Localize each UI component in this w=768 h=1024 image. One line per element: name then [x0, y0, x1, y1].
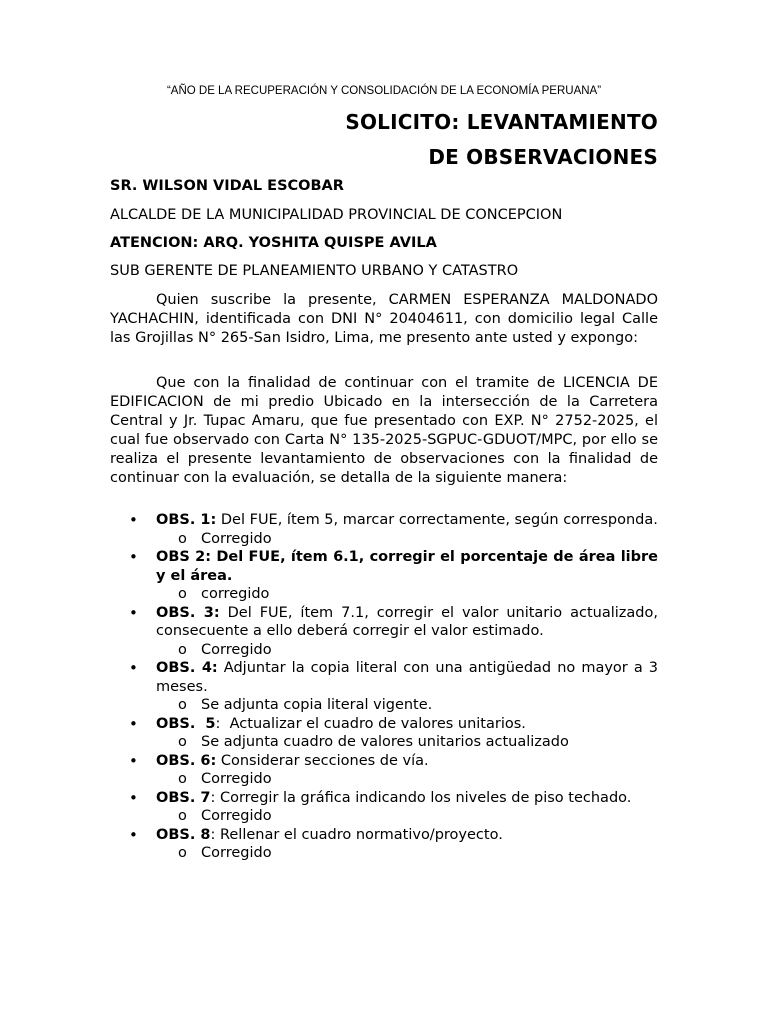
bullet-icon: •: [129, 751, 138, 770]
observation-label: OBS. 4:: [156, 660, 218, 676]
observation-text: Del FUE, ítem 7.1, corregir el valor unitario actualizado, consecuente a ello deberá corregir el valor estimado.: [156, 604, 658, 639]
observation-item: [110, 826, 658, 845]
observation-label: OBS. 8: [156, 826, 211, 843]
observation-response: [110, 807, 658, 826]
observation-item: [110, 789, 658, 808]
bullet-icon: •: [129, 659, 138, 677]
circle-bullet-icon: o: [178, 586, 187, 602]
bullet-icon: •: [129, 714, 138, 733]
year-motto: “AÑO DE LA RECUPERACIÓN Y CONSOLIDACIÓN DE LA ECONOMÍA PERUANA”: [166, 85, 602, 97]
observation-response: [110, 733, 658, 752]
observation-label: OBS. 6:: [156, 752, 217, 769]
circle-bullet-icon: o: [178, 697, 187, 713]
bullet-icon: •: [129, 548, 138, 566]
circle-bullet-icon: o: [178, 734, 187, 750]
observation-response: [110, 641, 658, 660]
request-paragraph: Que con la finalidad de continuar con el tramite de LICENCIA DE EDIFICACION de mi predio Ubicado en la intersección de la Carretera Central y Jr. Tupac Amaru, que fue presentado con EXP. N° 2752-2025, el cual fue observado con Carta N° 135-2025-SGPUC-GDUOT/MPC, por ello se realiza el presente levantamiento de observaciones con la finalidad de continuar con la evaluación, se detalla de la siguiente manera:: [110, 375, 658, 486]
observation-label: OBS. 7: [156, 789, 211, 806]
response-text: Corregido: [201, 808, 272, 824]
subject-line-2: DE OBSERVACIONES: [428, 145, 658, 169]
response-text: Corregido: [201, 845, 272, 861]
observation-item: [110, 511, 658, 530]
observation-item: [110, 604, 658, 641]
observation-item: [110, 752, 658, 771]
circle-bullet-icon: o: [178, 808, 187, 824]
observation-label: OBS. 5: [156, 715, 216, 732]
bullet-icon: •: [129, 603, 138, 622]
addressee-name: SR. WILSON VIDAL ESCOBAR: [110, 178, 344, 194]
subject-line-1: SOLICITO: LEVANTAMIENTO: [345, 110, 658, 134]
observation-text: Considerar secciones de vía.: [216, 752, 429, 769]
observation-text: : Corregir la gráfica indicando los niveles de piso techado.: [210, 789, 632, 806]
observation-response: [110, 530, 658, 549]
observations-list: [110, 511, 658, 863]
observation-text: : Actualizar el cuadro de valores unitarios.: [215, 715, 526, 732]
response-text: corregido: [201, 586, 270, 602]
observation-label: OBS 2: Del FUE, ítem 6.1, corregir el porcentaje de área libre y el área.: [156, 549, 658, 584]
attention-position: SUB GERENTE DE PLANEAMIENTO URBANO Y CATASTRO: [110, 263, 519, 279]
response-text: Se adjunta cuadro de valores unitarios actualizado: [201, 734, 569, 750]
circle-bullet-icon: o: [178, 530, 187, 547]
observation-response: [110, 844, 658, 863]
observation-label: OBS. 3:: [156, 604, 220, 621]
intro-paragraph: Quien suscribe la presente, CARMEN ESPERANZA MALDONADO YACHACHIN, identificada con DNI N° 20404611, con domicilio legal Calle las Grojillas N° 265-San Isidro, Lima, me presento ante usted y expongo:: [110, 292, 658, 346]
circle-bullet-icon: o: [178, 771, 187, 787]
observation-text: Adjuntar la copia literal con una antigüedad no mayor a 3 meses.: [156, 660, 659, 695]
observation-response: [110, 585, 658, 604]
circle-bullet-icon: o: [178, 845, 187, 861]
observation-response: [110, 770, 658, 789]
addressee-position: ALCALDE DE LA MUNICIPALIDAD PROVINCIAL DE CONCEPCION: [110, 207, 563, 223]
observation-item: [110, 659, 658, 696]
attention-line: ATENCION: ARQ. YOSHITA QUISPE AVILA: [110, 235, 437, 251]
response-text: Se adjunta copia literal vigente.: [201, 697, 433, 713]
observation-label: OBS. 1:: [156, 512, 217, 528]
observation-item: [110, 548, 658, 585]
observation-item: [110, 715, 658, 734]
bullet-icon: •: [129, 788, 138, 807]
response-text: Corregido: [201, 530, 272, 547]
observation-text: Del FUE, ítem 5, marcar correctamente, según corresponda.: [216, 512, 658, 528]
circle-bullet-icon: o: [178, 641, 187, 658]
observation-response: [110, 696, 658, 715]
response-text: Corregido: [201, 771, 272, 787]
bullet-icon: •: [129, 511, 138, 529]
response-text: Corregido: [201, 641, 272, 658]
observation-text: : Rellenar el cuadro normativo/proyecto.: [210, 826, 503, 843]
bullet-icon: •: [129, 825, 138, 844]
